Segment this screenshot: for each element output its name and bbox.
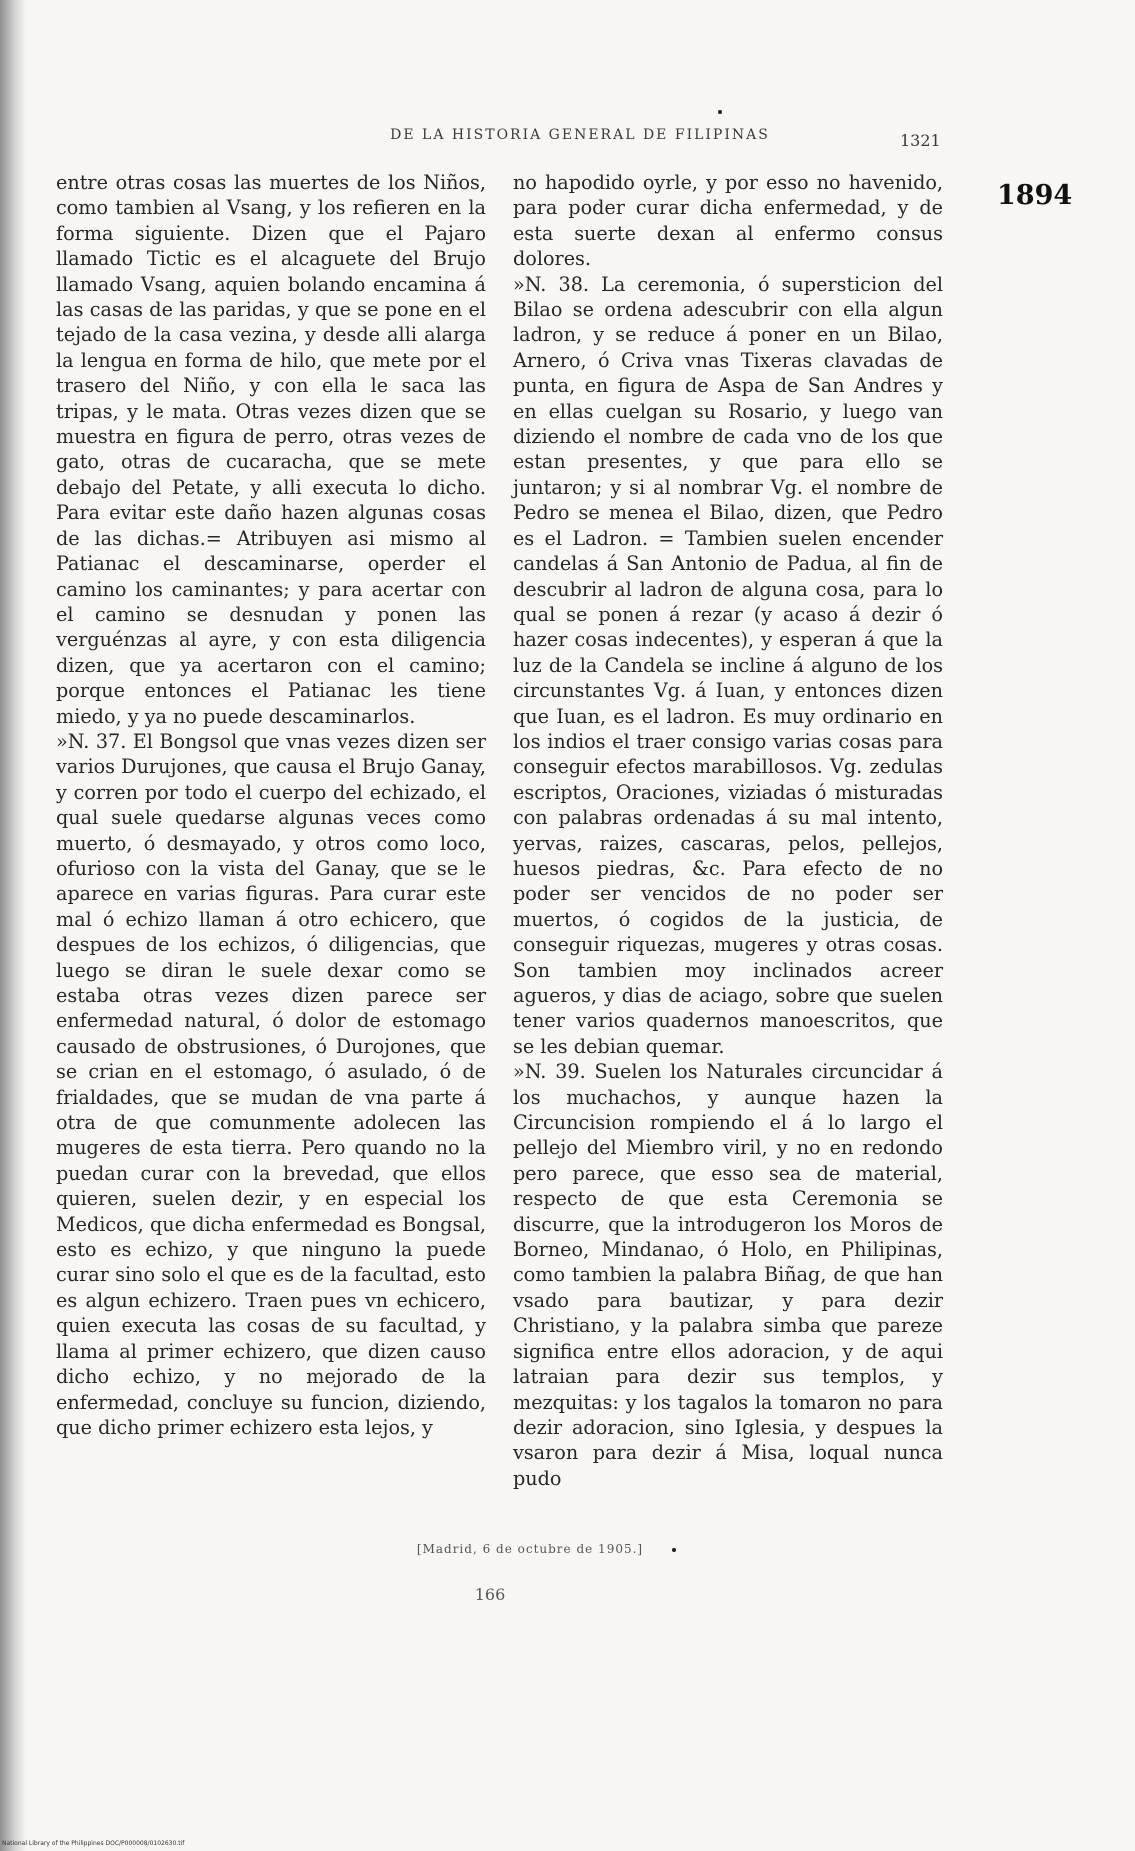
paragraph: no hapodido oyrle, y por esso no havenido, para poder curar dicha enfermedad, y de esta suerte dexan al enfermo consus dolores. (513, 171, 943, 271)
paragraph: »N. 37. El Bongsol que vnas vezes dizen ser varios Durujones, que causa el Brujo Ganay, y corren por todo el cuerpo del echizado, el qual suele quedarse algunas veces como muerto, ó desmayado, y otros como loco, ofurioso con la vista del Ganay, que se le aparece en varias figuras. Para curar este mal ó echizo llaman á otro echicero, que despues de los echizos, ó diligencias, que luego se diran le suele dexar como se estaba otras vezes dizen parece ser enfermedad natural, ó dolor de estomago causado de obstrusiones, ó Durojones, que se crian en el estomago, ó asulado, ó de frialdades, que se mudan de vna parte á otra de que comunmente adolecen las mugeres de esta tierra. Pero quando no la puedan curar con la brevedad, que ellos quieren, suelen dezir, y en especial los Medicos, que dicha enfermedad es Bongsal, esto es echizo, y que ninguno la puede curar sino solo el que es de la facultad, esto es algun echizero. Traen pues vn echicero, quien executa las cosas de su facultad, y llama al primer echizero, que dizen causo dicho echizo, y no mejorado de la enfermedad, concluye su funcion, diziendo, que dicho primer echizero esta lejos, y (56, 729, 486, 1439)
text-column-right (513, 170, 943, 1491)
page-edge-shadow (0, 0, 26, 1851)
paragraph: »N. 38. La ceremonia, ó supersticion del Bilao se ordena adescubrir con ella algun ladron, y se reduce á poner en un Bilao, Arnero, ó Criva vnas Tixeras clavadas de punta, en figura de Aspa de San Andres y en ellas cuelgan su Rosario, y luego van diziendo el nombre de cada vno de los que estan presentes, y que para ello se juntaron; y si al nombrar Vg. el nombre de Pedro se menea el Bilao, dizen, que Pedro es el Ladron. = Tambien suelen encender candelas á San Antonio de Padua, al fin de descubrir al ladron de alguna cosa, para lo qual se ponen á rezar (y acaso á dezir ó hazer cosas indecentes), y esperan á que la luz de la Candela se incline á alguno de los circunstantes Vg. á Iuan, y entonces dizen que Iuan, es el ladron. Es muy ordinario en los indios el traer consigo varias cosas para conseguir efectos marabillosos. Vg. zedulas escriptos, Oraciones, viziadas ó misturadas con palabras ordenadas á su mal intento, yervas, raizes, cascaras, pelos, pellejos, huesos piedras, &c. Para efecto de no poder ser vencidos de no poder ser muertos, ó cogidos de la justicia, de conseguir riquezas, mugeres y otras cosas. Son tambien moy inclinados acreer agueros, y dias de aciago, sobre que suelen tener varios quadernos manoescritos, que se les debian quemar. (513, 272, 943, 1058)
footer-date-line: [Madrid, 6 de octubre de 1905.] (416, 1542, 644, 1556)
ink-speck (672, 1548, 676, 1552)
page-number-top: 1321 (900, 131, 941, 150)
paragraph: entre otras cosas las muertes de los Niños, como tambien al Vsang, y los refieren en la forma siguiente. Dizen que el Pajaro llamado Tictic es el alcaguete del Brujo llamado Vsang, aquien bolando encamina á las casas de las paridas, y que se pone en el tejado de la casa vezina, y desde alli alarga la lengua en forma de hilo, que mete por el trasero del Niño, y con ella le saca las tripas, y le mata. Otras vezes dizen que se muestra en figura de perro, otras vezes de gato, otras de cucaracha, que se mete debajo del Petate, y alli executa lo dicho. Para evitar este daño hazen algunas cosas de las dichas.= Atribuyen asi mismo al Patianac el descaminarse, operder el camino los caminantes; y para acertar con el camino se desnudan y ponen las verguénzas al ayre, y con esta diligencia dizen, que ya acertaron con el camino; porque entonces el Patianac les tiene miedo, y ya no puede descaminarlos. (56, 171, 486, 728)
paragraph: »N. 39. Suelen los Naturales circuncidar á los muchachos, y aunque hazen la Circuncision rompiendo el á lo largo el pellejo del Miembro viril, y no en redondo pero parece, que esso sea de material, respecto de que esta Ceremonia se discurre, que la introdugeron los Moros de Borneo, Mindanao, ó Holo, en Philipinas, como tambien la palabra Biñag, de que han vsado para bautizar, y para dezir Christiano, y la palabra simba que pareze significa entre ellos adoracion, y de aqui latraian para dezir sus templos, y mezquitas: y los tagalos la tomaron no para dezir adoracion, sino Iglesia, y despues la vsaron para dezir á Misa, loqual nunca pudo (513, 1060, 943, 1490)
running-title: DE LA HISTORIA GENERAL DE FILIPINAS (390, 127, 770, 143)
year-margin-note: 1894 (997, 180, 1073, 211)
ink-speck (718, 110, 722, 114)
text-column-left (56, 170, 486, 1440)
archive-watermark: National Library of the Philippines DOC/P000008/0102630.tif (2, 1840, 185, 1847)
footer-page-number: 166 (474, 1585, 506, 1604)
